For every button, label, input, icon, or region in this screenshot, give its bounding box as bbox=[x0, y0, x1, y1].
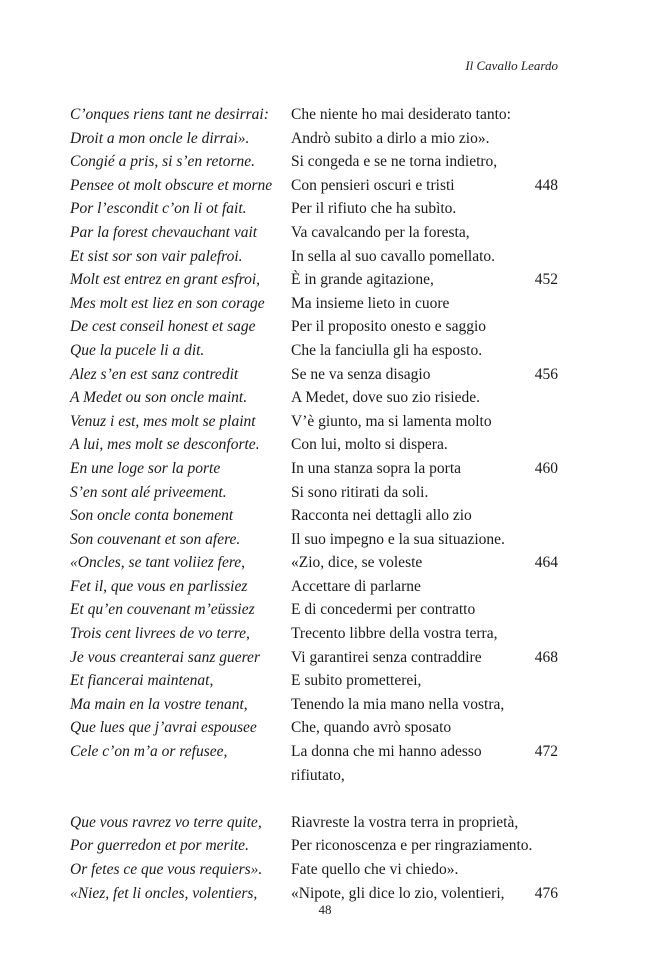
page-number: 48 bbox=[318, 902, 332, 917]
old-french-verse: De cest conseil honest et sage bbox=[70, 318, 256, 336]
old-french-verse: Por l’escondit c’on li ot fait. bbox=[70, 200, 247, 218]
verse-line bbox=[0, 221, 650, 245]
old-french-verse: Mes molt est liez en son corage bbox=[70, 294, 265, 312]
verse-line bbox=[0, 127, 650, 151]
old-french-verse: Droit a mon oncle le dirrai». bbox=[70, 129, 250, 147]
verse-line bbox=[0, 669, 650, 693]
old-french-verse: Cele c’on m’a or refusee, bbox=[70, 743, 228, 761]
italian-translation: A Medet, dove suo zio risiede. bbox=[291, 389, 480, 407]
line-number: 452 bbox=[534, 271, 558, 289]
old-french-verse: Et sist sor son vair palefroi. bbox=[70, 247, 243, 265]
verse-line bbox=[0, 598, 650, 622]
old-french-verse: Son couvenant et son afere. bbox=[70, 530, 241, 548]
verse-line bbox=[0, 197, 650, 221]
verse-line bbox=[0, 551, 650, 575]
italian-translation: Ma insieme lieto in cuore bbox=[291, 294, 450, 312]
verse-line bbox=[0, 174, 650, 198]
verse-line bbox=[0, 315, 650, 339]
verse-line bbox=[0, 528, 650, 552]
old-french-verse: S’en sont alé priveement. bbox=[70, 483, 227, 501]
verse-line bbox=[0, 858, 650, 882]
old-french-verse: Molt est entrez en grant esfroi, bbox=[70, 271, 260, 289]
italian-translation: Per riconoscenza e per ringraziamento. bbox=[291, 837, 533, 855]
line-number: 456 bbox=[534, 365, 558, 383]
verse-line bbox=[0, 410, 650, 434]
line-number: 476 bbox=[534, 884, 558, 902]
italian-translation: La donna che mi hanno adesso bbox=[291, 743, 482, 761]
verse-line bbox=[0, 834, 650, 858]
verse-block bbox=[0, 103, 650, 905]
italian-translation: Che niente ho mai desiderato tanto: bbox=[291, 106, 511, 123]
verse-line bbox=[0, 787, 650, 811]
verse-line bbox=[0, 622, 650, 646]
running-header: Il Cavallo Leardo bbox=[465, 58, 558, 73]
italian-translation: Se ne va senza disagio bbox=[291, 365, 431, 383]
italian-translation: V’è giunto, ma si lamenta molto bbox=[291, 412, 492, 430]
verse-line bbox=[0, 693, 650, 717]
old-french-verse: Fet il, que vous en parlissiez bbox=[70, 577, 248, 595]
line-number: 464 bbox=[534, 554, 558, 572]
old-french-verse: Trois cent livrees de vo terre, bbox=[70, 625, 250, 643]
italian-translation: «Zio, dice, se voleste bbox=[291, 554, 423, 572]
italian-translation: Racconta nei dettagli allo zio bbox=[291, 507, 472, 525]
italian-translation: Per il rifiuto che ha subìto. bbox=[291, 200, 457, 218]
italian-translation: Che la fanciulla gli ha esposto. bbox=[291, 341, 483, 359]
verse-line bbox=[0, 457, 650, 481]
verse-line bbox=[0, 363, 650, 387]
verse-line bbox=[0, 481, 650, 505]
old-french-verse: Congié a pris, si s’en retorne. bbox=[70, 153, 255, 171]
italian-translation: Riavreste la vostra terra in proprietà, bbox=[291, 813, 519, 831]
italian-translation: Con pensieri oscuri e tristi bbox=[291, 176, 455, 194]
old-french-verse: C’onques riens tant ne desirrai: bbox=[70, 106, 269, 123]
line-number: 468 bbox=[534, 648, 558, 666]
old-french-verse: Que vous ravrez vo terre quite, bbox=[70, 813, 262, 831]
italian-translation: «Nipote, gli dice lo zio, volentieri, bbox=[291, 884, 505, 902]
verse-line bbox=[0, 268, 650, 292]
old-french-verse: Ma main en la vostre tenant, bbox=[70, 695, 248, 713]
old-french-verse: Je vous creanterai sanz guerer bbox=[70, 648, 260, 666]
verse-line bbox=[0, 245, 650, 269]
italian-translation: Si sono ritirati da soli. bbox=[291, 483, 429, 501]
verse-line bbox=[0, 386, 650, 410]
italian-translation: Per il proposito onesto e saggio bbox=[291, 318, 487, 336]
old-french-verse: Son oncle conta bonement bbox=[70, 507, 234, 525]
verse-line bbox=[0, 150, 650, 174]
italian-translation: Che, quando avrò sposato bbox=[291, 719, 452, 737]
italian-translation: In una stanza sopra la porta bbox=[291, 459, 462, 477]
verse-line bbox=[0, 292, 650, 316]
old-french-verse: A Medet ou son oncle maint. bbox=[70, 389, 248, 407]
italian-translation: Accettare di parlarne bbox=[291, 577, 421, 595]
italian-translation: Con lui, molto si dispera. bbox=[291, 436, 448, 454]
old-french-verse: «Oncles, se tant voliiez fere, bbox=[70, 554, 246, 572]
verse-line bbox=[0, 575, 650, 599]
line-number: 448 bbox=[534, 176, 558, 194]
old-french-verse: Alez s’en est sanz contredit bbox=[70, 365, 239, 383]
old-french-verse: Et fiancerai maintenat, bbox=[70, 672, 214, 690]
verse-line bbox=[0, 764, 650, 788]
italian-translation: Andrò subito a dirlo a mio zio». bbox=[291, 129, 490, 147]
italian-translation: E di concedermi per contratto bbox=[291, 601, 476, 619]
verse-line bbox=[0, 716, 650, 740]
old-french-verse: A lui, mes molt se desconforte. bbox=[70, 436, 260, 454]
old-french-verse: Por guerredon et por merite. bbox=[70, 837, 249, 855]
verse-line bbox=[0, 433, 650, 457]
italian-translation: Vi garantirei senza contraddire bbox=[291, 648, 482, 666]
italian-translation: Trecento libbre della vostra terra, bbox=[291, 625, 498, 643]
verse-line bbox=[0, 811, 650, 835]
old-french-verse: Pensee ot molt obscure et morne bbox=[70, 176, 273, 194]
verse-line bbox=[0, 504, 650, 528]
line-number: 472 bbox=[534, 743, 558, 761]
italian-translation: È in grande agitazione, bbox=[291, 271, 434, 289]
line-number: 460 bbox=[534, 459, 558, 477]
verse-line bbox=[0, 339, 650, 363]
italian-translation: rifiutato, bbox=[291, 766, 345, 784]
old-french-verse: Que lues que j’avrai espousee bbox=[70, 719, 257, 737]
old-french-verse: Par la forest chevauchant vait bbox=[70, 223, 258, 241]
old-french-verse: Or fetes ce que vous requiers». bbox=[70, 861, 263, 878]
italian-translation: E subito prometterei, bbox=[291, 672, 422, 690]
old-french-verse: Que la pucele li a dit. bbox=[70, 341, 205, 359]
old-french-verse: Venuz i est, mes molt se plaint bbox=[70, 412, 256, 430]
italian-translation: In sella al suo cavallo pomellato. bbox=[291, 247, 496, 265]
verse-line bbox=[0, 646, 650, 670]
italian-translation: Va cavalcando per la foresta, bbox=[291, 223, 470, 241]
old-french-verse: «Niez, fet li oncles, volentiers, bbox=[70, 884, 258, 902]
verse-line bbox=[0, 103, 650, 127]
old-french-verse: En une loge sor la porte bbox=[70, 459, 221, 477]
italian-translation: Fate quello che vi chiedo». bbox=[291, 861, 459, 878]
verse-line bbox=[0, 740, 650, 764]
italian-translation: Tenendo la mia mano nella vostra, bbox=[291, 695, 505, 713]
italian-translation: Si congeda e se ne torna indietro, bbox=[291, 153, 498, 171]
italian-translation: Il suo impegno e la sua situazione. bbox=[291, 530, 505, 548]
old-french-verse: Et qu’en couvenant m’eüssiez bbox=[70, 601, 255, 619]
